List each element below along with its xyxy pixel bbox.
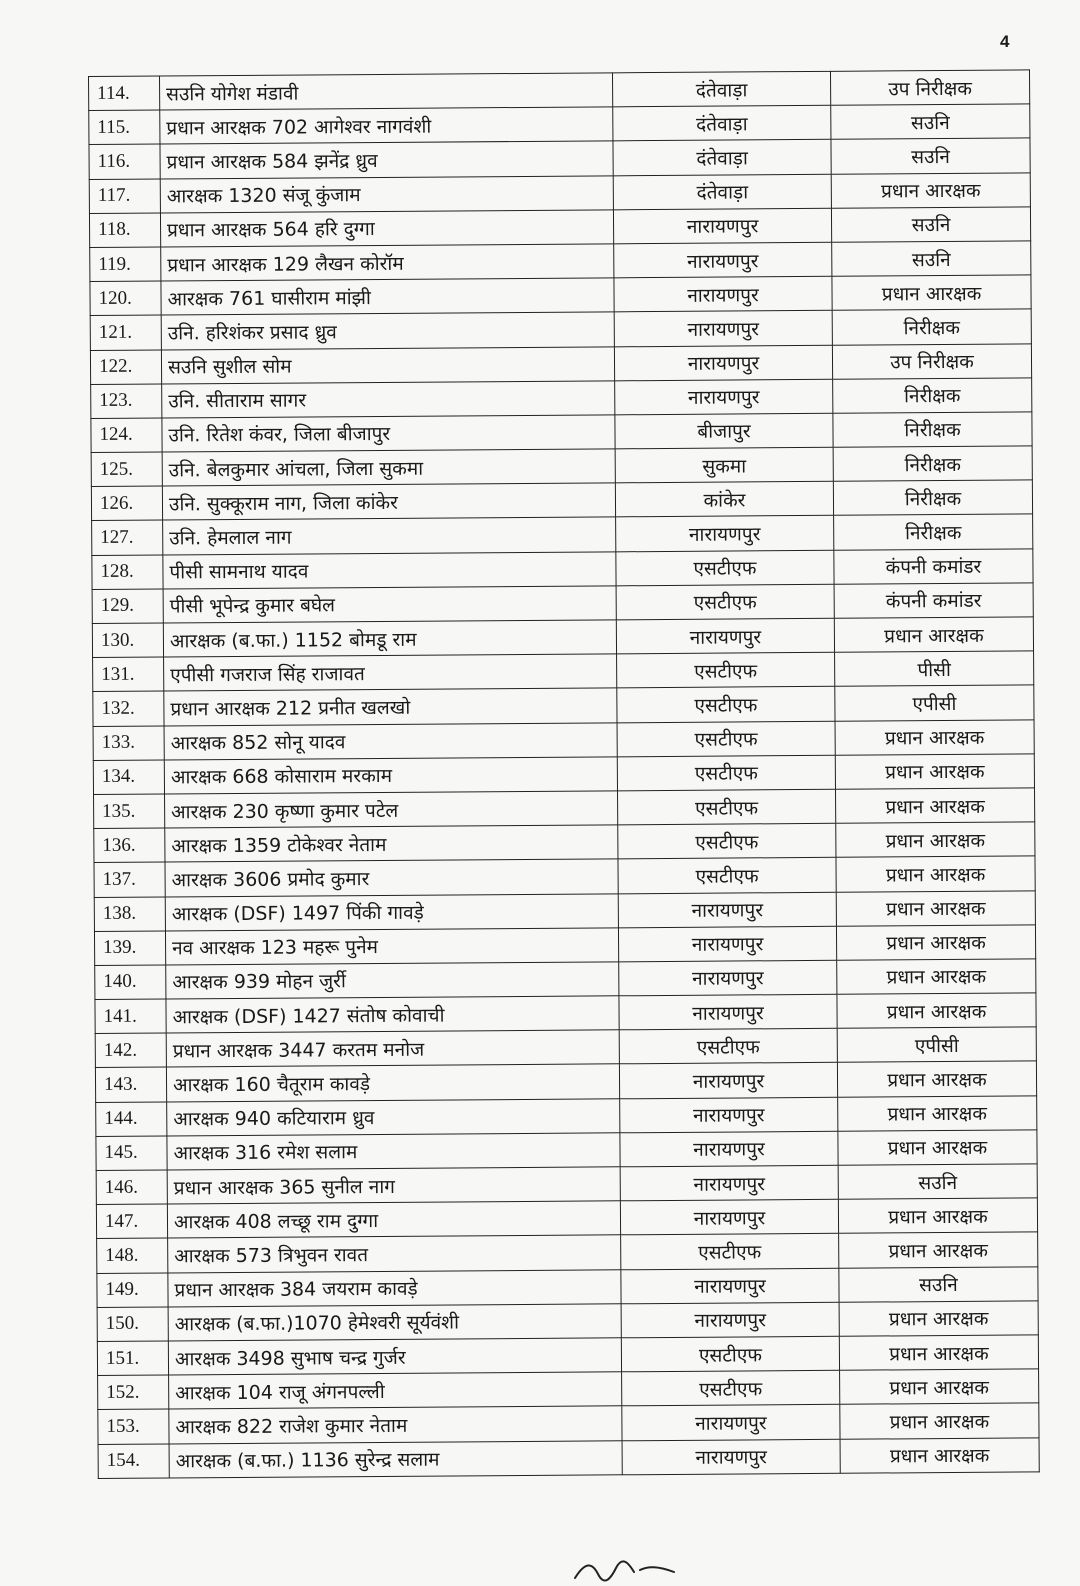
cell-rank: प्रधान आरक्षक xyxy=(839,1335,1038,1371)
cell-sno: 146. xyxy=(96,1170,167,1205)
cell-rank: प्रधान आरक्षक xyxy=(832,275,1031,311)
cell-name: आरक्षक 160 चैतूराम कावड़े xyxy=(166,1064,619,1101)
cell-rank: प्रधान आरक्षक xyxy=(836,890,1035,926)
cell-sno: 130. xyxy=(92,623,163,658)
cell-name: उनि. बेलकुमार आंचला, जिला सुकमा xyxy=(162,449,615,486)
cell-name: नव आरक्षक 123 महरू पुनेम xyxy=(165,928,618,965)
cell-rank: सउनि xyxy=(831,104,1030,140)
cell-sno: 124. xyxy=(91,418,162,453)
cell-district: एसटीएफ xyxy=(617,755,835,791)
cell-district: दंतेवाड़ा xyxy=(613,174,831,210)
cell-district: एसटीएफ xyxy=(617,687,835,723)
cell-district: नारायणपुर xyxy=(619,994,837,1030)
cell-name: उनि. हेमलाल नाग xyxy=(163,517,616,554)
cell-rank: निरीक्षक xyxy=(833,378,1032,414)
cell-name: आरक्षक 1320 संजू कुंजाम xyxy=(160,175,613,212)
cell-sno: 131. xyxy=(93,657,164,692)
cell-rank: पीसी xyxy=(835,651,1034,687)
cell-name: आरक्षक 668 कोसाराम मरकाम xyxy=(164,757,617,794)
cell-sno: 125. xyxy=(91,452,162,487)
cell-sno: 134. xyxy=(93,760,164,795)
cell-district: एसटीएफ xyxy=(617,721,835,757)
cell-rank: निरीक्षक xyxy=(833,480,1032,516)
cell-name: आरक्षक 940 कटियाराम ध्रुव xyxy=(167,1098,620,1135)
cell-name: प्रधान आरक्षक 702 आगेश्वर नागवंशी xyxy=(160,107,613,144)
cell-name: आरक्षक 316 रमेश सलाम xyxy=(167,1133,620,1170)
cell-name: आरक्षक 822 राजेश कुमार नेताम xyxy=(169,1406,622,1443)
cell-name: आरक्षक (ब.फा.) 1136 सुरेन्द्र सलाम xyxy=(169,1440,622,1477)
cell-district: नारायणपुर xyxy=(622,1439,840,1475)
cell-sno: 136. xyxy=(94,828,165,863)
cell-name: प्रधान आरक्षक 212 प्रनीत खलखो xyxy=(164,688,617,725)
cell-name: आरक्षक (ब.फा.) 1152 बोमडू राम xyxy=(163,620,616,657)
cell-rank: एपीसी xyxy=(837,1027,1036,1063)
cell-rank: प्रधान आरक्षक xyxy=(840,1437,1039,1473)
cell-sno: 145. xyxy=(96,1136,167,1171)
cell-sno: 149. xyxy=(97,1273,168,1308)
cell-name: आरक्षक (ब.फा.)1070 हेमेश्वरी सूर्यवंशी xyxy=(168,1304,621,1341)
cell-sno: 153. xyxy=(98,1409,169,1444)
cell-rank: कंपनी कमांडर xyxy=(834,583,1033,619)
cell-name: आरक्षक 761 घासीराम मांझी xyxy=(161,278,614,315)
cell-district: नारायणपुर xyxy=(616,618,834,654)
cell-rank: प्रधान आरक्षक xyxy=(836,822,1035,858)
cell-district: नारायणपुर xyxy=(619,1063,837,1099)
cell-rank: उप निरीक्षक xyxy=(832,343,1031,379)
cell-district: नारायणपुर xyxy=(620,1097,838,1133)
cell-district: एसटीएफ xyxy=(621,1234,839,1270)
document-sheet xyxy=(88,70,1023,1479)
cell-district: नारायणपुर xyxy=(622,1405,840,1441)
cell-sno: 148. xyxy=(97,1238,168,1273)
cell-district: नारायणपुर xyxy=(618,926,836,962)
cell-name: उनि. रितेश कंवर, जिला बीजापुर xyxy=(162,415,615,452)
cell-sno: 140. xyxy=(95,965,166,1000)
cell-name: उनि. सुक्कूराम नाग, जिला कांकेर xyxy=(162,483,615,520)
cell-rank: प्रधान आरक्षक xyxy=(836,925,1035,961)
cell-rank: सउनि xyxy=(839,1266,1038,1302)
cell-name: आरक्षक 1359 टोकेश्वर नेताम xyxy=(165,825,618,862)
cell-rank: प्रधान आरक्षक xyxy=(837,1061,1036,1097)
cell-sno: 144. xyxy=(96,1102,167,1137)
cell-district: नारायणपुर xyxy=(621,1302,839,1338)
cell-district: एसटीएफ xyxy=(618,858,836,894)
cell-rank: निरीक्षक xyxy=(833,412,1032,448)
cell-district: नारायणपुर xyxy=(618,892,836,928)
cell-sno: 128. xyxy=(92,555,163,590)
personnel-table-body xyxy=(89,70,1040,1478)
cell-sno: 126. xyxy=(91,486,162,521)
cell-name: आरक्षक 939 मोहन जुर्री xyxy=(166,962,619,999)
cell-rank: प्रधान आरक्षक xyxy=(837,993,1036,1029)
cell-rank: कंपनी कमांडर xyxy=(834,549,1033,585)
cell-sno: 135. xyxy=(94,794,165,829)
cell-name: पीसी सामनाथ यादव xyxy=(163,551,616,588)
cell-sno: 147. xyxy=(96,1204,167,1239)
cell-sno: 151. xyxy=(97,1341,168,1376)
cell-district: एसटीएफ xyxy=(622,1370,840,1406)
cell-rank: प्रधान आरक्षक xyxy=(837,959,1036,995)
cell-rank: प्रधान आरक्षक xyxy=(835,719,1034,755)
cell-district: सुकमा xyxy=(615,447,833,483)
cell-rank: प्रधान आरक्षक xyxy=(836,856,1035,892)
cell-rank: प्रधान आरक्षक xyxy=(831,172,1030,208)
cell-district: एसटीएफ xyxy=(619,1029,837,1065)
cell-rank: प्रधान आरक्षक xyxy=(840,1403,1039,1439)
cell-district: नारायणपुर xyxy=(614,276,832,312)
cell-rank: प्रधान आरक्षक xyxy=(838,1130,1037,1166)
cell-sno: 114. xyxy=(89,76,160,111)
cell-district: एसटीएफ xyxy=(616,550,834,586)
cell-rank: प्रधान आरक्षक xyxy=(838,1198,1037,1234)
cell-rank: निरीक्षक xyxy=(833,446,1032,482)
cell-rank: प्रधान आरक्षक xyxy=(838,1096,1037,1132)
cell-rank: प्रधान आरक्षक xyxy=(834,617,1033,653)
cell-name: प्रधान आरक्षक 365 सुनील नाग xyxy=(167,1167,620,1204)
cell-district: एसटीएफ xyxy=(621,1336,839,1372)
cell-rank: उप निरीक्षक xyxy=(830,70,1029,106)
cell-district: नारायणपुर xyxy=(614,311,832,347)
cell-sno: 133. xyxy=(93,726,164,761)
cell-district: नारायणपुर xyxy=(620,1165,838,1201)
cell-district: नारायणपुर xyxy=(620,1131,838,1167)
cell-sno: 118. xyxy=(89,213,160,248)
cell-name: आरक्षक 3606 प्रमोद कुमार xyxy=(165,859,618,896)
cell-district: नारायणपुर xyxy=(616,516,834,552)
cell-sno: 129. xyxy=(92,589,163,624)
cell-name: आरक्षक 104 राजू अंगनपल्ली xyxy=(169,1372,622,1409)
page-number: 4 xyxy=(1000,32,1010,51)
cell-sno: 150. xyxy=(97,1307,168,1342)
cell-name: आरक्षक 573 त्रिभुवन रावत xyxy=(168,1235,621,1272)
cell-rank: प्रधान आरक्षक xyxy=(835,754,1034,790)
cell-district: नारायणपुर xyxy=(619,960,837,996)
cell-name: प्रधान आरक्षक 3447 करतम मनोज xyxy=(166,1030,619,1067)
cell-district: दंतेवाड़ा xyxy=(613,106,831,142)
cell-rank: निरीक्षक xyxy=(834,514,1033,550)
cell-sno: 123. xyxy=(91,384,162,419)
table-row xyxy=(98,1437,1039,1478)
cell-rank: सउनि xyxy=(831,138,1030,174)
cell-sno: 139. xyxy=(94,931,165,966)
cell-name: आरक्षक 408 लच्छू राम दुग्गा xyxy=(167,1201,620,1238)
cell-sno: 141. xyxy=(95,999,166,1034)
cell-district: नारायणपुर xyxy=(620,1199,838,1235)
cell-name: उनि. सीताराम सागर xyxy=(162,381,615,418)
cell-sno: 127. xyxy=(92,520,163,555)
signature-mark xyxy=(570,1558,680,1582)
cell-name: पीसी भूपेन्द्र कुमार बघेल xyxy=(163,586,616,623)
cell-rank: निरीक्षक xyxy=(832,309,1031,345)
cell-name: आरक्षक (DSF) 1427 संतोष कोवाची xyxy=(166,996,619,1033)
cell-district: एसटीएफ xyxy=(617,652,835,688)
cell-sno: 115. xyxy=(89,110,160,145)
cell-sno: 117. xyxy=(89,179,160,214)
cell-district: एसटीएफ xyxy=(618,823,836,859)
cell-rank: एपीसी xyxy=(835,685,1034,721)
cell-sno: 152. xyxy=(98,1375,169,1410)
personnel-table xyxy=(88,69,1040,1478)
cell-rank: प्रधान आरक्षक xyxy=(840,1369,1039,1405)
cell-name: सउनि योगेश मंडावी xyxy=(160,73,613,110)
cell-name: प्रधान आरक्षक 564 हरि दुग्गा xyxy=(160,210,613,247)
cell-rank: सउनि xyxy=(831,207,1030,243)
cell-sno: 132. xyxy=(93,691,164,726)
cell-district: दंतेवाड़ा xyxy=(612,71,830,107)
cell-district: एसटीएफ xyxy=(616,584,834,620)
cell-name: आरक्षक (DSF) 1497 पिंकी गावड़े xyxy=(165,893,618,930)
cell-sno: 121. xyxy=(90,315,161,350)
cell-district: नारायणपुर xyxy=(614,345,832,381)
cell-sno: 119. xyxy=(90,247,161,282)
cell-sno: 143. xyxy=(95,1067,166,1102)
cell-district: नारायणपुर xyxy=(621,1268,839,1304)
cell-district: कांकेर xyxy=(615,482,833,518)
cell-name: आरक्षक 3498 सुभाष चन्द्र गुर्जर xyxy=(168,1338,621,1375)
cell-rank: प्रधान आरक्षक xyxy=(839,1301,1038,1337)
cell-name: एपीसी गजराज सिंह राजावत xyxy=(164,654,617,691)
cell-rank: सउनि xyxy=(832,241,1031,277)
cell-district: नारायणपुर xyxy=(613,208,831,244)
cell-sno: 120. xyxy=(90,281,161,316)
cell-sno: 138. xyxy=(94,896,165,931)
cell-district: नारायणपुर xyxy=(615,379,833,415)
cell-rank: सउनि xyxy=(838,1164,1037,1200)
cell-sno: 142. xyxy=(95,1033,166,1068)
cell-district: दंतेवाड़ा xyxy=(613,140,831,176)
cell-name: प्रधान आरक्षक 584 झनेंद्र ध्रुव xyxy=(160,141,613,178)
cell-district: एसटीएफ xyxy=(618,789,836,825)
cell-name: सउनि सुशील सोम xyxy=(161,346,614,383)
cell-sno: 154. xyxy=(98,1443,169,1478)
cell-name: प्रधान आरक्षक 129 लैखन कोरॉम xyxy=(161,244,614,281)
cell-sno: 137. xyxy=(94,862,165,897)
cell-rank: प्रधान आरक्षक xyxy=(835,788,1034,824)
cell-name: प्रधान आरक्षक 384 जयराम कावड़े xyxy=(168,1269,621,1306)
cell-district: नारायणपुर xyxy=(614,242,832,278)
cell-name: आरक्षक 230 कृष्णा कुमार पटेल xyxy=(165,791,618,828)
cell-name: उनि. हरिशंकर प्रसाद ध्रुव xyxy=(161,312,614,349)
cell-sno: 122. xyxy=(90,349,161,384)
cell-district: बीजापुर xyxy=(615,413,833,449)
cell-sno: 116. xyxy=(89,144,160,179)
cell-rank: प्रधान आरक्षक xyxy=(839,1232,1038,1268)
cell-name: आरक्षक 852 सोनू यादव xyxy=(164,722,617,759)
